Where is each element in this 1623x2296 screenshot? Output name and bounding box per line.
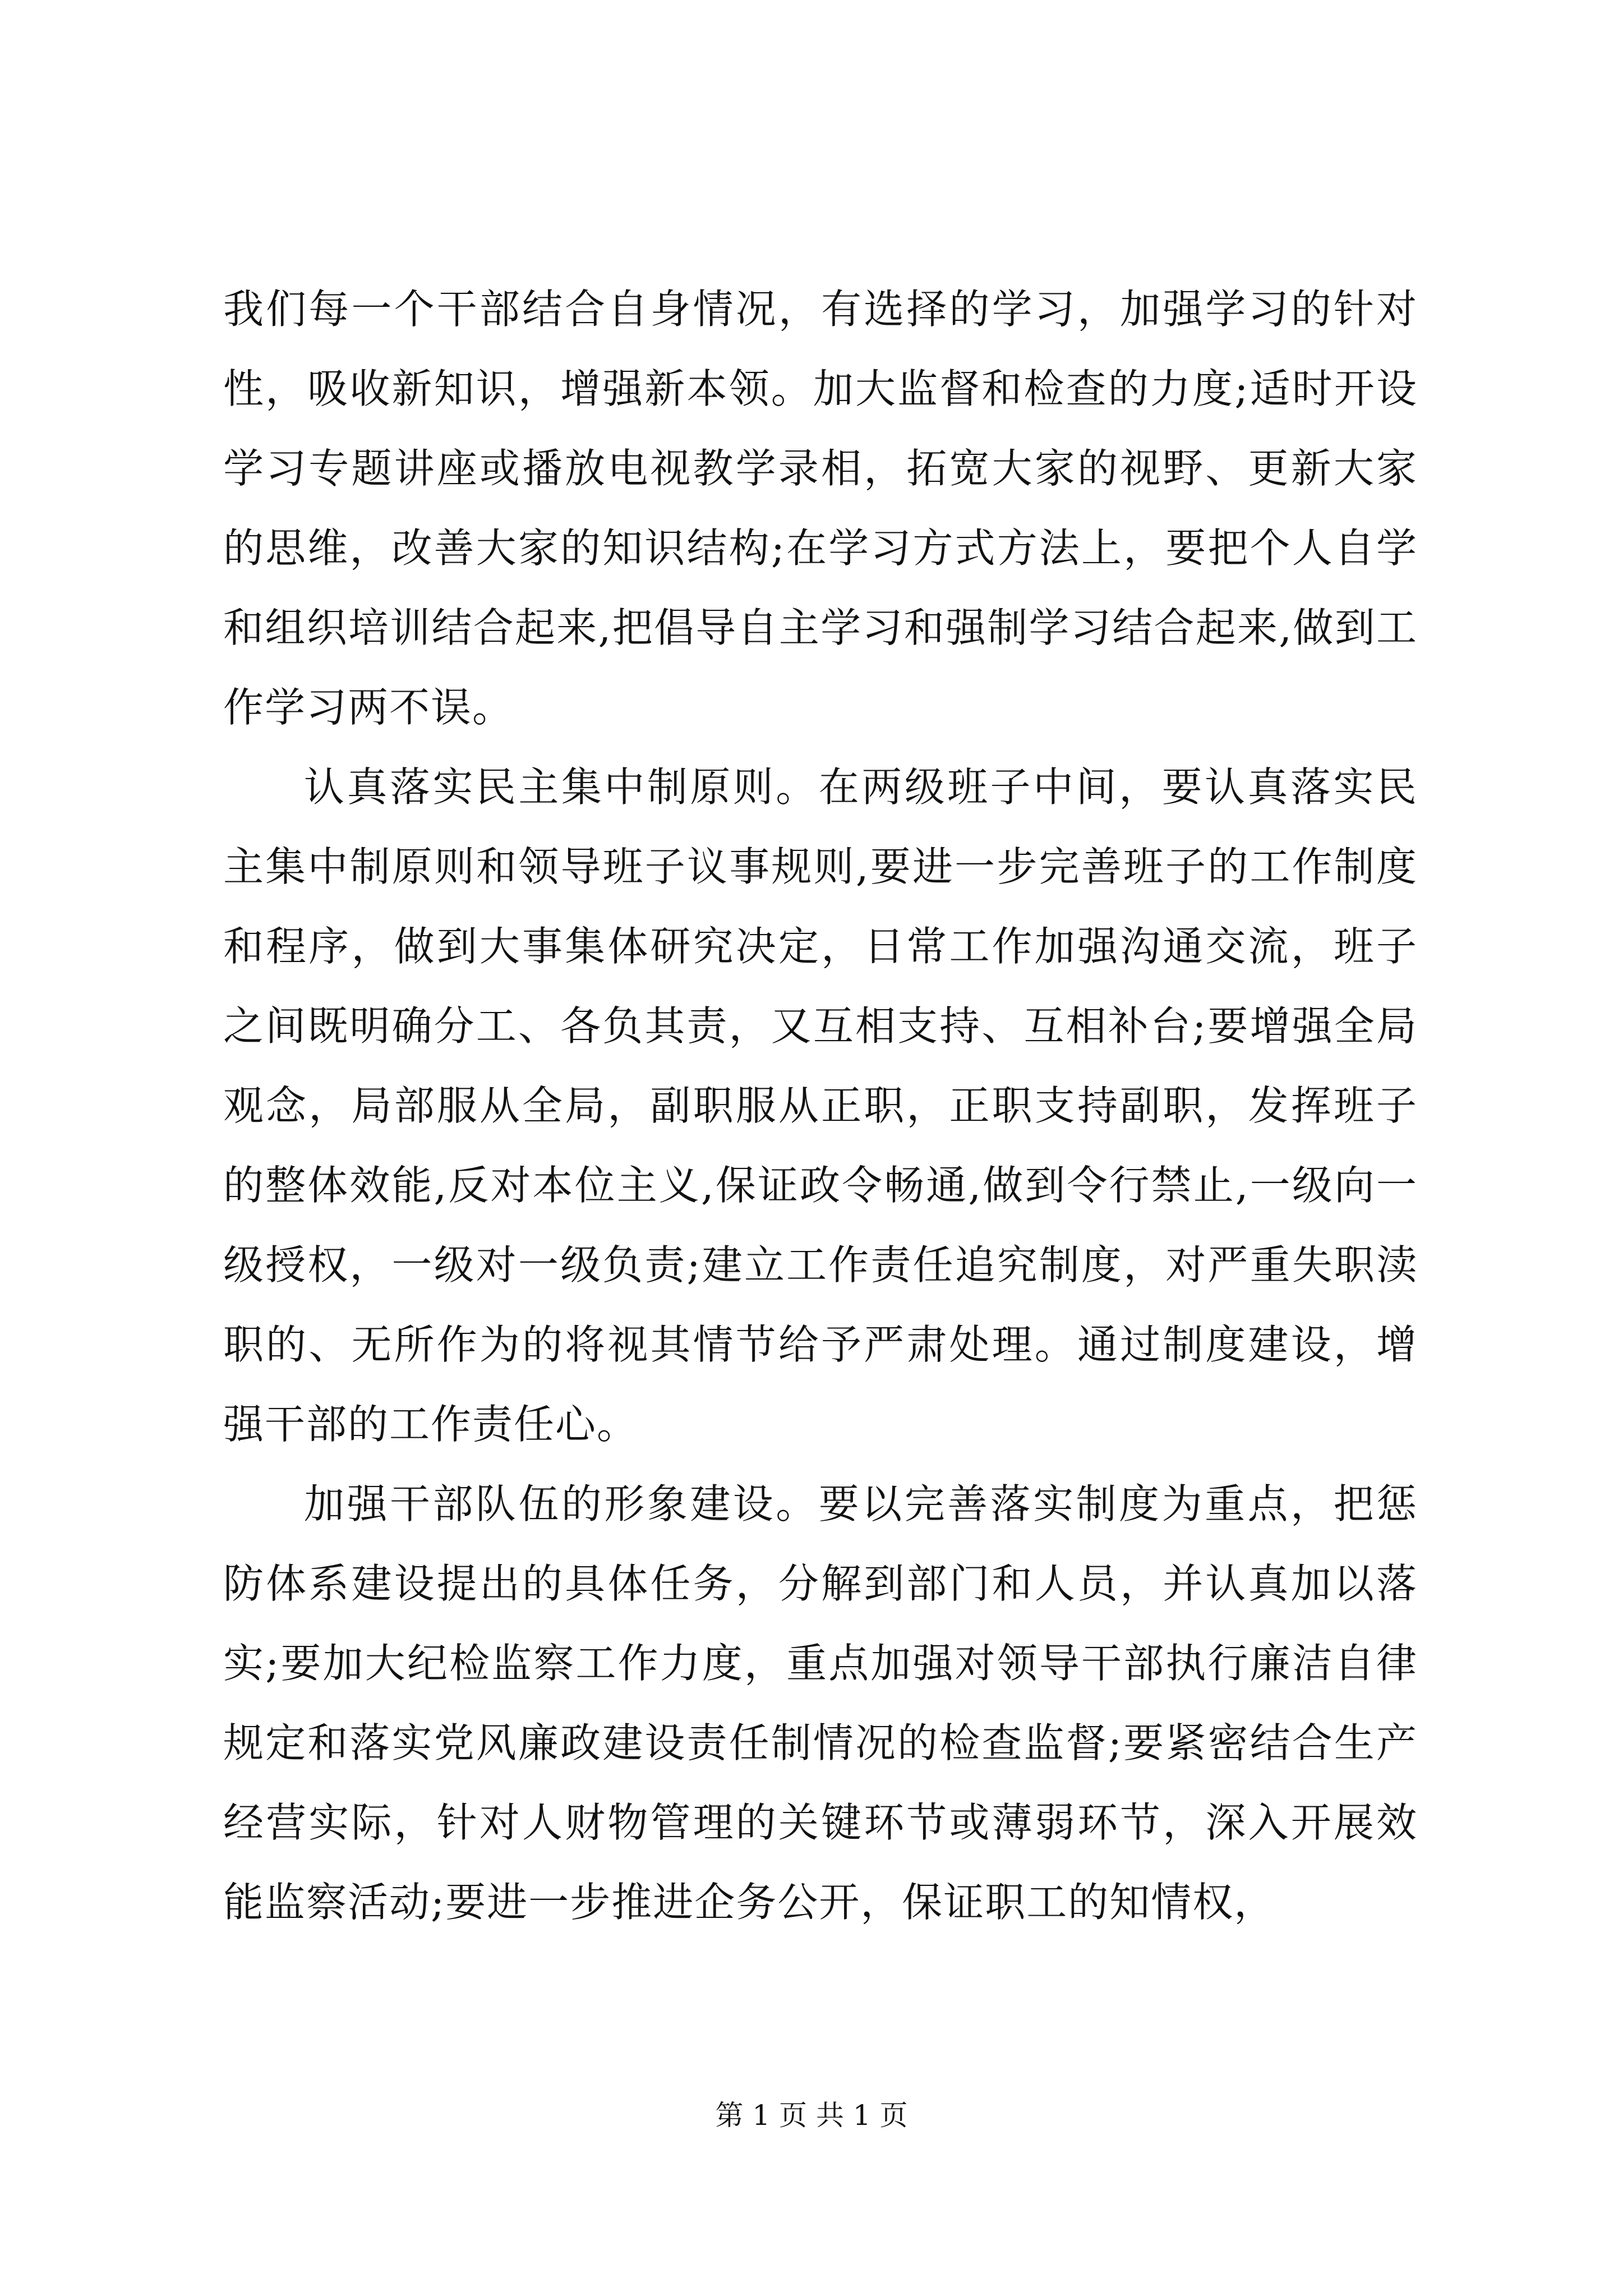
paragraph-study: 我们每一个干部结合自身情况，有选择的学习，加强学习的针对性，吸收新知识，增强新本领。加大监督和检查的力度;适时开设学习专题讲座或播放电视教学录相，拓宽大家的视野、更新大家的思维，改善大家的知识结构;在学习方式方法上，要把个人自学和组织培训结合起来,把倡导自主学习和强制学习结合起来,做到工作学习两不误。: [223, 286, 1418, 731]
document-body: [223, 269, 1418, 1942]
paragraph-democratic-centralism: 认真落实民主集中制原则。在两级班子中间，要认真落实民主集中制原则和领导班子议事规则,要进一步完善班子的工作制度和程序，做到大事集体研究决定，日常工作加强沟通交流，班子之间既明确分工、各负其责，又互相支持、互相补台;要增强全局观念，局部服从全局，副职服从正职，正职支持副职，发挥班子的整体效能,反对本位主义,保证政令畅通,做到令行禁止,一级向一级授权，一级对一级负责;建立工作责任追究制度，对严重失职渎职的、无所作为的将视其情节给予严肃处理。通过制度建设，增强干部的工作责任心。: [223, 763, 1418, 1448]
page-footer: 第 1 页 共 1 页: [715, 2099, 908, 2132]
paragraph-cadre-image: 加强干部队伍的形象建设。要以完善落实制度为重点，把惩防体系建设提出的具体任务，分解到部门和人员，并认真加以落实;要加大纪检监察工作力度，重点加强对领导干部执行廉洁自律规定和落实党风廉政建设责任制情况的检查监督;要紧密结合生产经营实际，针对人财物管理的关键环节或薄弱环节，深入开展效能监察活动;要进一步推进企务公开，保证职工的知情权，: [223, 1480, 1418, 1926]
